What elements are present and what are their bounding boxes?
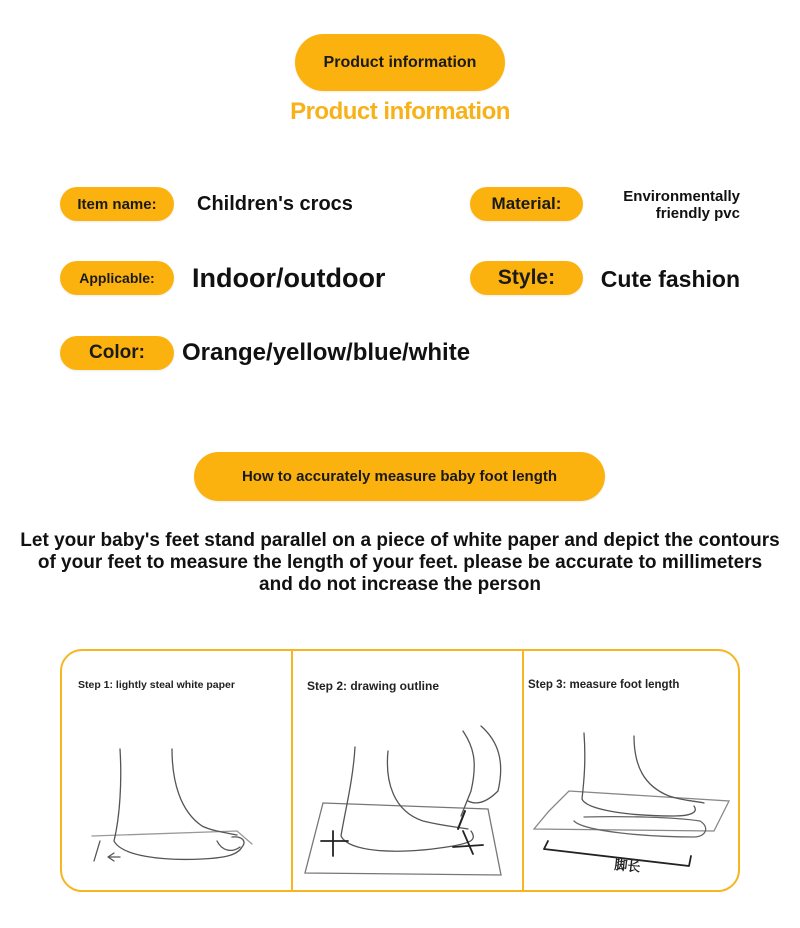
- style-value: Cute fashion: [600, 266, 740, 292]
- measure-title-pill: [194, 452, 605, 501]
- style-label: [470, 261, 583, 295]
- foot-length-text: 脚长: [613, 858, 642, 876]
- measure-title: How to accurately measure baby foot length: [241, 468, 558, 485]
- steps-panel: [60, 649, 740, 892]
- measure-instructions: Let your baby's feet stand parallel on a piece of white paper and depict the contours of your feet to measure the length of your feet. please be accurate to millimeters and do not increase the person: [20, 530, 780, 595]
- color-label-text: Color:: [89, 342, 145, 363]
- material-label: [470, 187, 583, 221]
- section-subtitle: Product information: [290, 98, 510, 125]
- step-1-label: Step 1: lightly steal white paper: [78, 679, 235, 691]
- step-3-label: Step 3: measure foot length: [528, 679, 680, 691]
- foot-outline-drawing-icon: [293, 651, 522, 892]
- applicable-label-text: Applicable:: [79, 270, 155, 286]
- color-label: [60, 336, 174, 370]
- header-pill: [295, 34, 505, 91]
- foot-on-paper-icon: [62, 651, 291, 892]
- applicable-label: [60, 261, 174, 295]
- color-value: Orange/yellow/blue/white: [182, 339, 471, 366]
- item-name-label-text: Item name:: [77, 195, 157, 213]
- step-2-label: Step 2: drawing outline: [307, 679, 440, 693]
- applicable-value: Indoor/outdoor: [192, 263, 386, 293]
- header-pill-label: Product information: [323, 53, 477, 71]
- style-label-text: Style:: [497, 266, 556, 289]
- foot-length-measure-icon: [524, 651, 740, 892]
- material-label-text: Material:: [491, 194, 562, 213]
- material-value-line2: friendly pvc: [655, 205, 740, 222]
- item-name-value: Children's crocs: [197, 193, 353, 215]
- material-value-line1: Environmentally: [623, 188, 740, 205]
- item-name-label: [60, 187, 174, 221]
- material-value: [623, 188, 740, 222]
